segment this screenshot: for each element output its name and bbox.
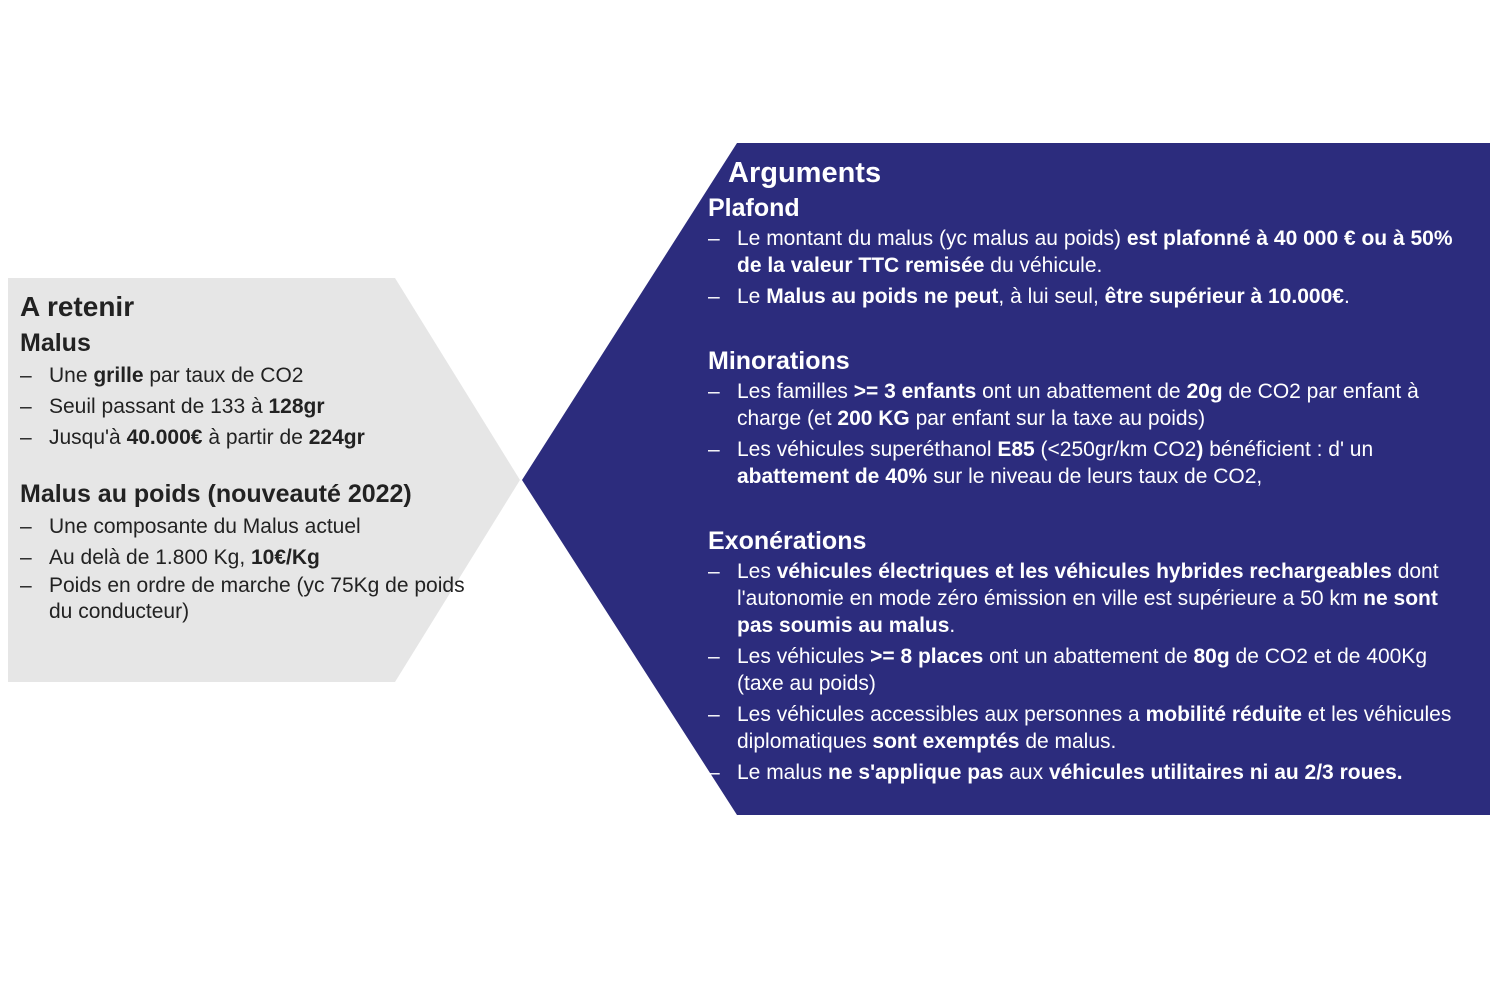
a-retenir-panel xyxy=(20,288,490,625)
plafond-list xyxy=(708,225,1478,310)
list-item xyxy=(708,283,1478,310)
text-run: par taux de CO2 xyxy=(143,364,304,387)
dash-bullet: – xyxy=(708,380,720,403)
bold-text: 40.000€ xyxy=(126,426,203,449)
dash-bullet: – xyxy=(708,227,720,250)
dash-bullet: – xyxy=(20,364,32,387)
bold-text: véhicules électriques et les véhicules hybrides rechargeables xyxy=(776,560,1392,583)
list-item xyxy=(708,643,1478,697)
exonerations-list xyxy=(708,558,1478,786)
text-run: Les véhicules superéthanol xyxy=(737,438,998,461)
exonerations-heading: Exonérations xyxy=(708,527,867,555)
bold-text: abattement de 40% xyxy=(737,465,928,488)
arguments-title: Arguments xyxy=(728,157,882,189)
text-run: de CO2 et de 400Kg (taxe au poids) xyxy=(737,645,1427,695)
bold-text: >= 8 places xyxy=(870,645,984,668)
minorations-list xyxy=(708,378,1478,490)
dash-bullet: – xyxy=(20,426,32,449)
text-run: du véhicule. xyxy=(984,254,1103,277)
bold-text: ) xyxy=(1196,438,1204,461)
list-item xyxy=(708,701,1478,755)
text-run: Une xyxy=(49,364,94,387)
list-item xyxy=(20,511,490,542)
text-run: Le xyxy=(737,285,767,308)
bold-text: >= 3 enfants xyxy=(853,380,977,403)
bold-text: Malus au poids ne peut xyxy=(766,285,999,308)
bold-text: 20g xyxy=(1186,380,1223,403)
bold-text: être supérieur à 10.000€ xyxy=(1104,285,1344,308)
bold-text: 128gr xyxy=(268,395,325,418)
malus-list xyxy=(20,360,490,453)
text-run: (<250gr/km CO2 xyxy=(1034,438,1197,461)
malus-poids-heading: Malus au poids (nouveauté 2022) xyxy=(20,480,412,508)
bold-text: mobilité réduite xyxy=(1145,703,1302,726)
text-run: de malus. xyxy=(1019,730,1117,753)
text-run: et les véhicules diplomatiques xyxy=(737,703,1452,753)
text-run: à partir de xyxy=(202,426,309,449)
bold-text: 200 KG xyxy=(837,407,910,430)
text-run: Le montant du malus (yc malus au poids) xyxy=(737,227,1127,250)
section-minorations xyxy=(708,344,1478,490)
text-run: dont l'autonomie en mode zéro émission en ville est supérieure a 50 km xyxy=(737,560,1439,610)
dash-bullet: – xyxy=(20,574,32,597)
text-run: . xyxy=(1343,285,1350,308)
arguments-panel xyxy=(708,155,1478,790)
dash-bullet: – xyxy=(708,438,720,461)
bold-text: ne sont pas soumis au malus xyxy=(737,587,1438,637)
list-item xyxy=(20,360,490,391)
list-item xyxy=(20,542,490,573)
bold-text: ne s'applique pas xyxy=(828,761,1004,784)
text-run: aux xyxy=(1003,761,1049,784)
list-item xyxy=(708,558,1478,639)
bold-text: est plafonné à 40 000 € ou à 50% de la valeur TTC remisée xyxy=(737,227,1453,277)
list-item xyxy=(20,391,490,422)
text-run: sur le niveau de leurs taux de CO2, xyxy=(927,465,1263,488)
bold-text: grille xyxy=(93,364,144,387)
text-run: Les familles xyxy=(737,380,854,403)
text-run: par enfant sur la taxe au poids) xyxy=(909,407,1206,430)
section-plafond xyxy=(708,191,1478,310)
bold-text: sont exemptés xyxy=(872,730,1020,753)
text-run: Jusqu'à xyxy=(49,426,127,449)
dash-bullet: – xyxy=(708,703,720,726)
text-run: bénéficient : d' un xyxy=(1203,438,1374,461)
dash-bullet: – xyxy=(708,761,720,784)
list-item xyxy=(708,759,1478,786)
text-run: Les xyxy=(737,560,777,583)
bold-text: E85 xyxy=(997,438,1035,461)
dash-bullet: – xyxy=(20,515,32,538)
text-run: Poids en ordre de marche (yc 75Kg de poids du conducteur) xyxy=(49,574,465,623)
text-run: Une composante du Malus actuel xyxy=(49,515,361,538)
dash-bullet: – xyxy=(20,395,32,418)
text-run: Les véhicules accessibles aux personnes a xyxy=(737,703,1146,726)
list-item xyxy=(20,573,490,625)
text-run: . xyxy=(949,614,956,637)
dash-bullet: – xyxy=(20,546,32,569)
text-run: ont un abattement de xyxy=(976,380,1187,403)
bold-text: 80g xyxy=(1193,645,1230,668)
text-run: Le malus xyxy=(737,761,829,784)
dash-bullet: – xyxy=(708,285,720,308)
dash-bullet: – xyxy=(708,560,720,583)
text-run: Seuil passant de 133 à xyxy=(49,395,269,418)
malus-heading: Malus xyxy=(20,329,91,357)
a-retenir-title: A retenir xyxy=(20,291,135,322)
bold-text: 10€/Kg xyxy=(251,546,320,569)
text-run: , à lui seul, xyxy=(998,285,1105,308)
malus-poids-list xyxy=(20,511,490,625)
bold-text: 224gr xyxy=(308,426,365,449)
text-run: Les véhicules xyxy=(737,645,871,668)
list-item xyxy=(708,378,1478,432)
list-item xyxy=(708,436,1478,490)
text-run: Au delà de 1.800 Kg, xyxy=(49,546,251,569)
text-run: ont un abattement de xyxy=(983,645,1194,668)
plafond-heading: Plafond xyxy=(708,194,800,222)
list-item xyxy=(708,225,1478,279)
section-exonerations xyxy=(708,524,1478,786)
bold-text: véhicules utilitaires ni au 2/3 roues. xyxy=(1048,761,1403,784)
list-item xyxy=(20,422,490,453)
text-run: de CO2 par enfant à charge (et xyxy=(737,380,1419,430)
dash-bullet: – xyxy=(708,645,720,668)
minorations-heading: Minorations xyxy=(708,347,850,375)
